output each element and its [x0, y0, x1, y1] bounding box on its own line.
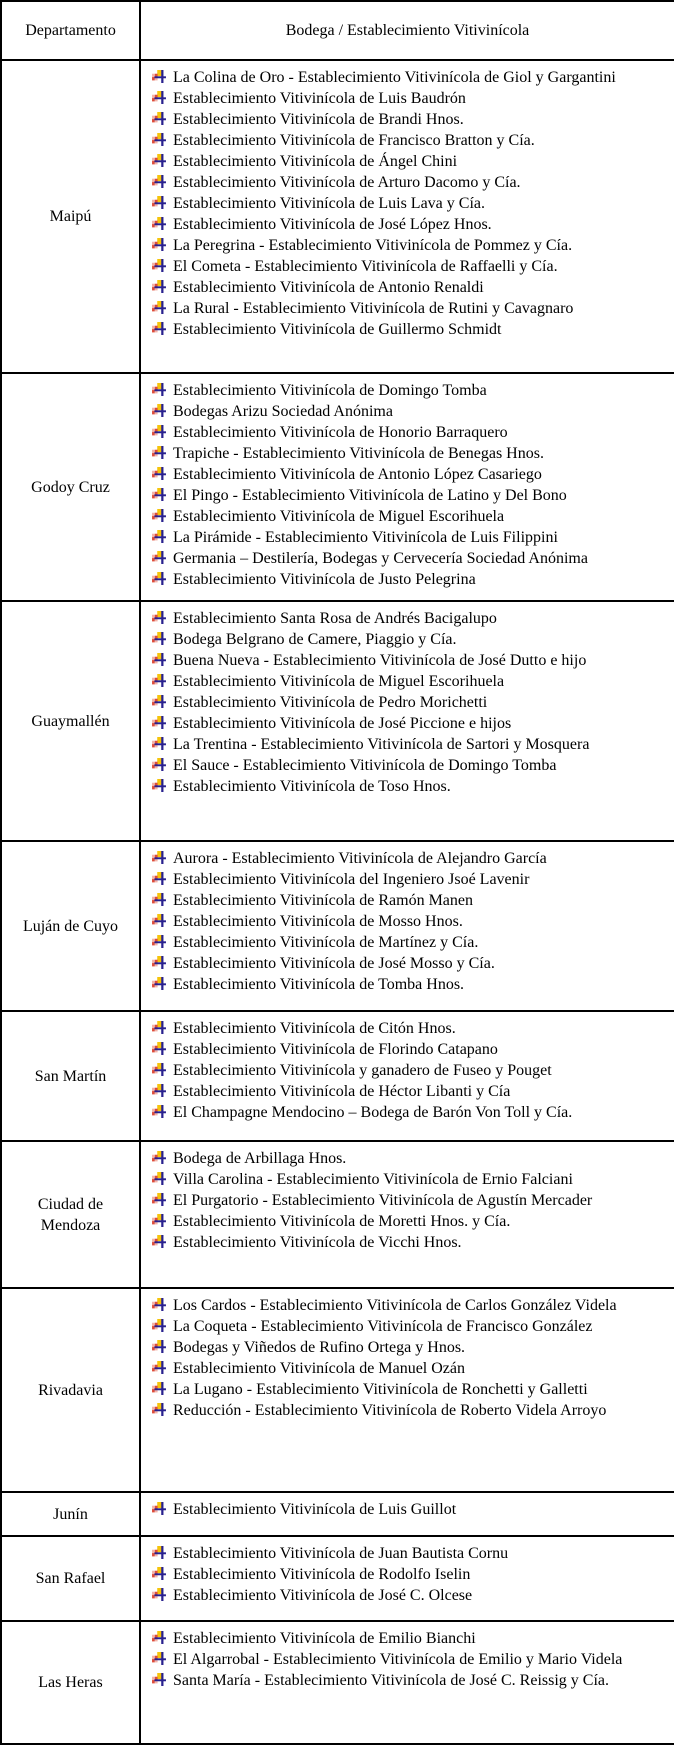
- bodega-item-label: Establecimiento Vitivinícola de Mosso Hnos.: [173, 913, 463, 930]
- bodega-item-label: La Rural - Establecimiento Vitivinícola de Rutini y Cavagnaro: [173, 300, 574, 317]
- bodega-item-label: La Coqueta - Establecimiento Vitivinícola de Francisco González: [173, 1318, 593, 1335]
- bodega-item-label: Establecimiento Vitivinícola de Ángel Chini: [173, 153, 458, 170]
- bodega-cell: [140, 1621, 674, 1744]
- bodega-list-item: [152, 380, 662, 401]
- bodega-list-item: [152, 629, 662, 650]
- bodega-list: [152, 608, 662, 797]
- colored-cross-bullet-icon: [152, 1063, 166, 1076]
- colored-cross-bullet-icon: [152, 70, 166, 83]
- bodega-list-item: [152, 130, 662, 151]
- bodega-list: [152, 848, 662, 995]
- colored-cross-bullet-icon: [152, 758, 166, 771]
- bodega-item-label: Establecimiento Vitivinícola de Luis Lava y Cía.: [173, 195, 485, 212]
- colored-cross-bullet-icon: [152, 154, 166, 167]
- department-label: Rivadavia: [38, 1381, 103, 1399]
- bodega-list: [152, 1499, 662, 1520]
- colored-cross-bullet-icon: [152, 1673, 166, 1686]
- bodega-list-item: [152, 1148, 662, 1169]
- bodega-list-item: [152, 422, 662, 443]
- bodega-item-label: Establecimiento Vitivinícola de José Mosso y Cía.: [173, 955, 495, 972]
- colored-cross-bullet-icon: [152, 872, 166, 885]
- bodega-list-item: [152, 1499, 662, 1520]
- bodega-list-item: [152, 214, 662, 235]
- bodega-item-label: Establecimiento Vitivinícola de José Piccione e hijos: [173, 715, 512, 732]
- bodega-list-item: [152, 1102, 662, 1123]
- bodega-list-item: [152, 713, 662, 734]
- bodega-item-label: Bodegas Arizu Sociedad Anónima: [173, 403, 393, 420]
- bodega-item-label: Establecimiento Vitivinícola de José C. Olcese: [173, 1587, 473, 1604]
- bodega-list-item: [152, 401, 662, 422]
- bodega-list-item: [152, 1060, 662, 1081]
- bodega-item-label: El Sauce - Establecimiento Vitivinícola de Domingo Tomba: [173, 757, 557, 774]
- table-row: [1, 1141, 674, 1288]
- colored-cross-bullet-icon: [152, 530, 166, 543]
- bodega-list-item: [152, 569, 662, 590]
- bodega-list-item: [152, 1628, 662, 1649]
- colored-cross-bullet-icon: [152, 1042, 166, 1055]
- colored-cross-bullet-icon: [152, 611, 166, 624]
- bodega-list-item: [152, 527, 662, 548]
- colored-cross-bullet-icon: [152, 779, 166, 792]
- colored-cross-bullet-icon: [152, 217, 166, 230]
- bodega-item-label: Establecimiento Santa Rosa de Andrés Bacigalupo: [173, 610, 497, 627]
- bodega-item-label: Establecimiento Vitivinícola de Luis Baudrón: [173, 90, 466, 107]
- bodega-list-item: [152, 277, 662, 298]
- colored-cross-bullet-icon: [152, 1567, 166, 1580]
- bodega-item-label: Aurora - Establecimiento Vitivinícola de Alejandro García: [173, 850, 547, 867]
- bodega-list-item: [152, 848, 662, 869]
- bodega-list-item: [152, 1190, 662, 1211]
- bodega-list-item: [152, 298, 662, 319]
- bodega-list-item: [152, 88, 662, 109]
- bodega-list-item: [152, 869, 662, 890]
- bodega-item-label: La Lugano - Establecimiento Vitivinícola de Ronchetti y Galletti: [173, 1381, 588, 1398]
- colored-cross-bullet-icon: [152, 914, 166, 927]
- header-cell-bodega: Bodega / Establecimiento Vitivinícola: [140, 1, 674, 60]
- colored-cross-bullet-icon: [152, 737, 166, 750]
- bodega-item-label: Establecimiento Vitivinícola de Toso Hnos.: [173, 778, 451, 795]
- colored-cross-bullet-icon: [152, 112, 166, 125]
- colored-cross-bullet-icon: [152, 1340, 166, 1353]
- colored-cross-bullet-icon: [152, 1084, 166, 1097]
- colored-cross-bullet-icon: [152, 716, 166, 729]
- colored-cross-bullet-icon: [152, 1546, 166, 1559]
- department-cell: [1, 1011, 140, 1141]
- bodega-item-label: Establecimiento Vitivinícola de Tomba Hnos.: [173, 976, 465, 993]
- bodega-list-item: [152, 109, 662, 130]
- table-row: [1, 1288, 674, 1492]
- table-row: [1, 1621, 674, 1744]
- department-cell: [1, 601, 140, 841]
- colored-cross-bullet-icon: [152, 551, 166, 564]
- bodega-cell: [140, 1492, 674, 1536]
- bodega-item-label: Establecimiento Vitivinícola de Brandi Hnos.: [173, 111, 464, 128]
- bodega-list-item: [152, 193, 662, 214]
- bodega-list: [152, 380, 662, 590]
- bodega-item-label: Establecimiento Vitivinícola de Honorio Barraquero: [173, 424, 508, 441]
- bodega-list-item: [152, 953, 662, 974]
- bodega-item-label: Villa Carolina - Establecimiento Vitivinícola de Ernio Falciani: [173, 1171, 573, 1188]
- bodega-list-item: [152, 464, 662, 485]
- department-cell: [1, 1492, 140, 1536]
- bodega-list: [152, 1543, 662, 1606]
- table-row: [1, 1492, 674, 1536]
- bodega-cell: [140, 601, 674, 841]
- bodega-list-item: [152, 235, 662, 256]
- colored-cross-bullet-icon: [152, 383, 166, 396]
- department-label: Guaymallén: [31, 712, 110, 730]
- table-row: [1, 601, 674, 841]
- bodega-list-item: [152, 172, 662, 193]
- bodega-list-item: [152, 1232, 662, 1253]
- colored-cross-bullet-icon: [152, 488, 166, 501]
- bodega-item-label: Establecimiento Vitivinícola del Ingeniero Jsoé Lavenir: [173, 871, 530, 888]
- colored-cross-bullet-icon: [152, 1193, 166, 1206]
- colored-cross-bullet-icon: [152, 1298, 166, 1311]
- bodega-list-item: [152, 974, 662, 995]
- colored-cross-bullet-icon: [152, 91, 166, 104]
- colored-cross-bullet-icon: [152, 851, 166, 864]
- department-cell: [1, 60, 140, 373]
- colored-cross-bullet-icon: [152, 1502, 166, 1515]
- bodega-cell: [140, 841, 674, 1011]
- department-cell: [1, 373, 140, 601]
- bodega-item-label: La Colina de Oro - Establecimiento Vitivinícola de Giol y Gargantini: [173, 69, 616, 86]
- bodega-list-item: [152, 151, 662, 172]
- bodega-item-label: Reducción - Establecimiento Vitivinícola de Roberto Videla Arroyo: [173, 1402, 607, 1419]
- bodega-item-label: Establecimiento Vitivinícola de Justo Pelegrina: [173, 571, 476, 588]
- colored-cross-bullet-icon: [152, 1588, 166, 1601]
- bodega-item-label: Establecimiento Vitivinícola de Ramón Manen: [173, 892, 474, 909]
- bodega-item-label: Establecimiento Vitivinícola y ganadero de Fuseo y Pouget: [173, 1062, 552, 1079]
- bodega-item-label: Establecimiento Vitivinícola de Antonio López Casariego: [173, 466, 542, 483]
- bodega-item-label: Germania – Destilería, Bodegas y Cervecería Sociedad Anónima: [173, 550, 588, 567]
- colored-cross-bullet-icon: [152, 1631, 166, 1644]
- bodega-cell: [140, 1288, 674, 1492]
- header-row: [1, 1, 674, 60]
- bodega-list-item: [152, 319, 662, 340]
- bodega-list-item: [152, 1649, 662, 1670]
- bodega-list-item: [152, 911, 662, 932]
- bodega-list-item: [152, 608, 662, 629]
- bodega-item-label: El Algarrobal - Establecimiento Vitivinícola de Emilio y Mario Videla: [173, 1651, 623, 1668]
- bodega-list-item: [152, 1081, 662, 1102]
- bodega-item-label: Establecimiento Vitivinícola de Francisco Bratton y Cía.: [173, 132, 535, 149]
- colored-cross-bullet-icon: [152, 1403, 166, 1416]
- colored-cross-bullet-icon: [152, 893, 166, 906]
- colored-cross-bullet-icon: [152, 1021, 166, 1034]
- department-cell: [1, 1288, 140, 1492]
- department-label: San Rafael: [35, 1570, 106, 1587]
- bodega-list-item: [152, 1670, 662, 1691]
- bodega-item-label: El Champagne Mendocino – Bodega de Barón Von Toll y Cía.: [173, 1104, 573, 1121]
- table-row: [1, 1536, 674, 1621]
- bodega-item-label: Establecimiento Vitivinícola de Moretti Hnos. y Cía.: [173, 1213, 511, 1230]
- bodega-item-label: La Trentina - Establecimiento Vitivinícola de Sartori y Mosquera: [173, 736, 590, 753]
- colored-cross-bullet-icon: [152, 1235, 166, 1248]
- bodega-list-item: [152, 1039, 662, 1060]
- bodega-list-item: [152, 755, 662, 776]
- department-label: Junín: [53, 1505, 88, 1523]
- bodega-list-item: [152, 1211, 662, 1232]
- table-row: [1, 1011, 674, 1141]
- colored-cross-bullet-icon: [152, 322, 166, 335]
- bodega-item-label: El Cometa - Establecimiento Vitivinícola de Raffaelli y Cía.: [173, 258, 558, 275]
- bodega-item-label: Establecimiento Vitivinícola de Héctor Libanti y Cía: [173, 1083, 511, 1100]
- colored-cross-bullet-icon: [152, 196, 166, 209]
- bodega-list-item: [152, 67, 662, 88]
- colored-cross-bullet-icon: [152, 977, 166, 990]
- colored-cross-bullet-icon: [152, 259, 166, 272]
- bodega-cell: [140, 1011, 674, 1141]
- table-row: [1, 60, 674, 373]
- bodega-item-label: Establecimiento Vitivinícola de Juan Bautista Cornu: [173, 1545, 509, 1562]
- colored-cross-bullet-icon: [152, 1151, 166, 1164]
- bodega-item-label: Establecimiento Vitivinícola de Rodolfo Iselin: [173, 1566, 471, 1583]
- bodega-list-item: [152, 548, 662, 569]
- bodega-list-item: [152, 1018, 662, 1039]
- bodega-item-label: Establecimiento Vitivinícola de Miguel Escorihuela: [173, 673, 505, 690]
- colored-cross-bullet-icon: [152, 1172, 166, 1185]
- bodega-list: [152, 1295, 662, 1421]
- bodega-item-label: La Peregrina - Establecimiento Vitivinícola de Pommez y Cía.: [173, 237, 573, 254]
- colored-cross-bullet-icon: [152, 695, 166, 708]
- bodega-list-item: [152, 1337, 662, 1358]
- department-cell: [1, 841, 140, 1011]
- bodega-list-item: [152, 1543, 662, 1564]
- bodega-cell: [140, 373, 674, 601]
- bodega-item-label: Establecimiento Vitivinícola de Antonio Renaldi: [173, 279, 484, 296]
- bodega-item-label: Establecimiento Vitivinícola de Luis Guillot: [173, 1501, 457, 1518]
- colored-cross-bullet-icon: [152, 1361, 166, 1374]
- bodega-list-item: [152, 1585, 662, 1606]
- bodega-list-item: [152, 443, 662, 464]
- bodega-list-item: [152, 692, 662, 713]
- bodega-item-label: Establecimiento Vitivinícola de Arturo Dacomo y Cía.: [173, 174, 521, 191]
- table-row: [1, 841, 674, 1011]
- bodega-cell: [140, 1536, 674, 1621]
- colored-cross-bullet-icon: [152, 301, 166, 314]
- bodega-item-label: Establecimiento Vitivinícola de Guillermo Schmidt: [173, 321, 502, 338]
- bodega-cell: [140, 60, 674, 373]
- bodega-item-label: Bodega Belgrano de Camere, Piaggio y Cía.: [173, 631, 457, 648]
- bodega-item-label: Establecimiento Vitivinícola de Manuel Ozán: [173, 1360, 465, 1377]
- colored-cross-bullet-icon: [152, 133, 166, 146]
- colored-cross-bullet-icon: [152, 674, 166, 687]
- bodega-item-label: El Purgatorio - Establecimiento Vitivinícola de Agustín Mercader: [173, 1192, 593, 1209]
- department-label: Godoy Cruz: [31, 478, 110, 496]
- bodega-list-item: [152, 1379, 662, 1400]
- bodega-list-item: [152, 890, 662, 911]
- colored-cross-bullet-icon: [152, 1105, 166, 1118]
- colored-cross-bullet-icon: [152, 467, 166, 480]
- department-label: Luján de Cuyo: [22, 917, 119, 935]
- department-label: Maipú: [49, 208, 92, 225]
- colored-cross-bullet-icon: [152, 280, 166, 293]
- bodega-item-label: Buena Nueva - Establecimiento Vitivinícola de José Dutto e hijo: [173, 652, 587, 669]
- department-label: Las Heras: [38, 1674, 103, 1691]
- header-cell-departamento: Departamento: [1, 1, 140, 60]
- colored-cross-bullet-icon: [152, 653, 166, 666]
- bodega-item-label: Establecimiento Vitivinícola de José López Hnos.: [173, 216, 492, 233]
- bodega-item-label: Establecimiento Vitivinícola de Domingo Tomba: [173, 382, 487, 399]
- colored-cross-bullet-icon: [152, 1214, 166, 1227]
- colored-cross-bullet-icon: [152, 425, 166, 438]
- colored-cross-bullet-icon: [152, 956, 166, 969]
- bodega-item-label: Establecimiento Vitivinícola de Emilio Bianchi: [173, 1630, 476, 1647]
- bodega-item-label: Establecimiento Vitivinícola de Vicchi Hnos.: [173, 1234, 462, 1251]
- colored-cross-bullet-icon: [152, 1382, 166, 1395]
- bodega-list-item: [152, 1400, 662, 1421]
- bodega-list-item: [152, 1316, 662, 1337]
- bodega-item-label: Santa María - Establecimiento Vitivinícola de José C. Reissig y Cía.: [173, 1672, 609, 1689]
- department-cell: [1, 1621, 140, 1744]
- department-cell: [1, 1141, 140, 1288]
- bodega-item-label: Establecimiento Vitivinícola de Pedro Morichetti: [173, 694, 488, 711]
- colored-cross-bullet-icon: [152, 632, 166, 645]
- colored-cross-bullet-icon: [152, 446, 166, 459]
- bodega-list-item: [152, 671, 662, 692]
- bodega-item-label: Bodega de Arbillaga Hnos.: [173, 1150, 347, 1167]
- department-label: San Martín: [34, 1067, 107, 1085]
- colored-cross-bullet-icon: [152, 935, 166, 948]
- bodega-list-item: [152, 1169, 662, 1190]
- bodega-list-item: [152, 1295, 662, 1316]
- bodega-item-label: Establecimiento Vitivinícola de Miguel Escorihuela: [173, 508, 505, 525]
- colored-cross-bullet-icon: [152, 1652, 166, 1665]
- colored-cross-bullet-icon: [152, 572, 166, 585]
- colored-cross-bullet-icon: [152, 404, 166, 417]
- bodega-list: [152, 1018, 662, 1123]
- bodega-item-label: El Pingo - Establecimiento Vitivinícola de Latino y Del Bono: [173, 487, 567, 504]
- bodega-item-label: Trapiche - Establecimiento Vitivinícola de Benegas Hnos.: [173, 445, 544, 462]
- department-label: Ciudad de Mendoza: [37, 1195, 104, 1234]
- department-cell: [1, 1536, 140, 1621]
- colored-cross-bullet-icon: [152, 175, 166, 188]
- colored-cross-bullet-icon: [152, 238, 166, 251]
- colored-cross-bullet-icon: [152, 1319, 166, 1332]
- bodega-list: [152, 1148, 662, 1253]
- bodega-list: [152, 67, 662, 340]
- bodega-list-item: [152, 650, 662, 671]
- bodega-item-label: Establecimiento Vitivinícola de Citón Hnos.: [173, 1020, 456, 1037]
- table-row: [1, 373, 674, 601]
- bodega-list-item: [152, 1358, 662, 1379]
- bodega-list-item: [152, 506, 662, 527]
- bodega-list-item: [152, 256, 662, 277]
- bodega-item-label: Establecimiento Vitivinícola de Florindo Catapano: [173, 1041, 498, 1058]
- bodega-list-item: [152, 1564, 662, 1585]
- bodega-list: [152, 1628, 662, 1691]
- bodega-item-label: Establecimiento Vitivinícola de Martínez y Cía.: [173, 934, 479, 951]
- bodega-item-label: Los Cardos - Establecimiento Vitivinícola de Carlos González Videla: [173, 1297, 617, 1314]
- bodega-list-item: [152, 776, 662, 797]
- bodega-list-item: [152, 734, 662, 755]
- table-body: [1, 60, 674, 1744]
- bodega-item-label: La Pirámide - Establecimiento Vitivinícola de Luis Filippini: [173, 529, 558, 546]
- bodega-item-label: Bodegas y Viñedos de Rufino Ortega y Hnos.: [173, 1339, 466, 1356]
- colored-cross-bullet-icon: [152, 509, 166, 522]
- bodega-list-item: [152, 932, 662, 953]
- bodega-cell: [140, 1141, 674, 1288]
- bodega-list-item: [152, 485, 662, 506]
